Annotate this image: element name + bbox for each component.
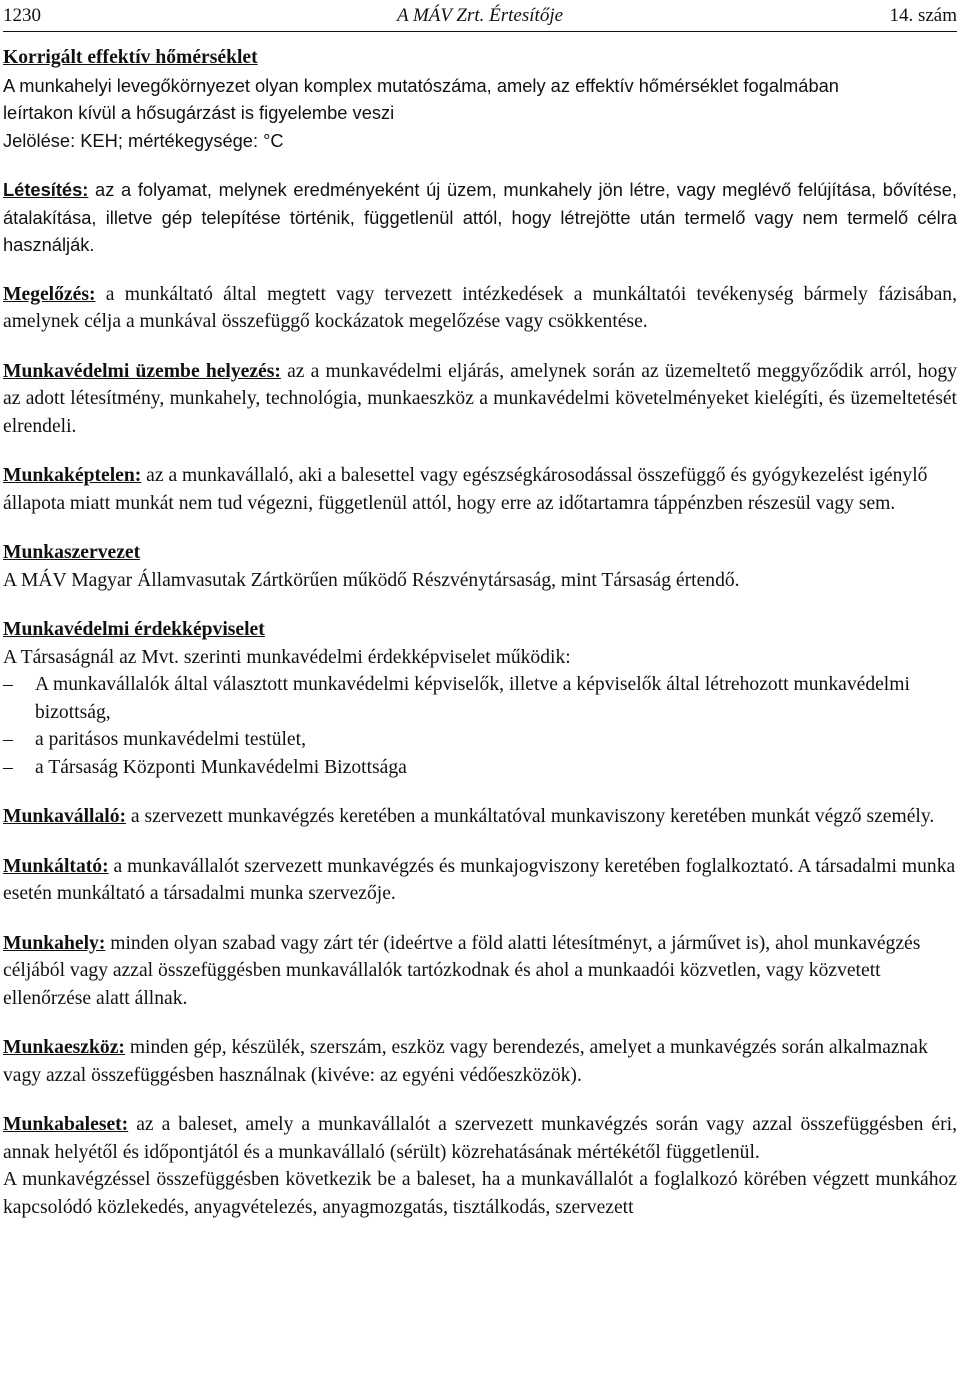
definition-paragraph bbox=[3, 853, 957, 908]
definition-text: a munkavállalót szervezett munkavégzés és munkajogviszony keretében foglalkoztató. A társadalmi munka esetén munkáltató a társadalmi munka szervezője. bbox=[3, 855, 956, 904]
definition-term: Munkaképtelen: bbox=[3, 465, 142, 486]
page-header bbox=[3, 4, 957, 30]
definition-text: A MÁV Magyar Államvasutak Zártkörűen működő Részvénytársaság, mint Társaság értendő. bbox=[3, 569, 740, 591]
definition-title: Munkaszervezet bbox=[3, 542, 141, 563]
definition-uzembe-helyezes bbox=[3, 358, 957, 441]
definition-text: az a baleset, amely a munkavállalót a szervezett munkavégzés során vagy azzal összefüggésben éri, annak helyétől és időpontjától és a munkavállaló (sérült) közrehatásának mértékétől függetlenül. bbox=[3, 1114, 957, 1163]
definition-paragraph bbox=[3, 1034, 957, 1089]
definition-text: A munkahelyi levegőkörnyezet olyan komplex mutatószáma, amely az effektív hőmérséklet fogalmában bbox=[3, 74, 839, 96]
definition-title: Munkavédelmi érdekképviselet bbox=[3, 619, 265, 640]
definition-term: Létesítés: bbox=[3, 179, 89, 200]
definition-intro: A Társaságnál az Mvt. szerinti munkavédelmi érdekképviselet működik: bbox=[3, 646, 571, 668]
definition-text: leírtakon kívül a hősugárzást is figyelembe veszi bbox=[3, 102, 395, 123]
definition-term: Munkavállaló: bbox=[3, 806, 127, 827]
definition-term: Megelőzés: bbox=[3, 283, 96, 305]
definition-erdekkepviselet bbox=[3, 616, 957, 781]
definition-paragraph bbox=[3, 803, 957, 831]
page-number: 1230 bbox=[3, 5, 41, 26]
list-item-text: A munkavállalók által választott munkavédelmi képviselők, illetve a képviselők által létrehozott munkavédelmi bizottság, bbox=[35, 674, 910, 723]
definition-munkavallalo bbox=[3, 803, 957, 831]
list-item bbox=[3, 671, 957, 726]
definition-title: Korrigált effektív hőmérséklet bbox=[3, 47, 258, 68]
representation-list bbox=[3, 671, 957, 781]
definition-paragraph bbox=[3, 281, 957, 336]
list-dash: – bbox=[3, 729, 13, 750]
definition-term: Munkaeszköz: bbox=[3, 1037, 125, 1058]
list-dash: – bbox=[3, 756, 13, 778]
definition-munkahely bbox=[3, 930, 957, 1013]
definition-paragraph bbox=[3, 462, 957, 517]
definition-paragraph bbox=[3, 176, 957, 259]
definition-term: Munkavédelmi üzembe helyezés: bbox=[3, 360, 281, 382]
list-dash: – bbox=[3, 674, 13, 695]
definition-paragraph bbox=[3, 930, 957, 1013]
definition-text: az a folyamat, melynek eredményeként új üzem, munkahely jön létre, vagy meglévő felújítása, bővítése, átalakítása, illetve gép telepítése történik, függetlenül attól, hogy létrejötte után termelő vagy nem termelő célra használják. bbox=[3, 179, 957, 255]
definition-term: Munkáltató: bbox=[3, 855, 109, 877]
definition-term: Munkabaleset: bbox=[3, 1114, 129, 1135]
document-page bbox=[3, 0, 957, 1379]
definition-munkaszervezet bbox=[3, 539, 957, 594]
definition-keh bbox=[3, 44, 957, 154]
definition-text: minden gép, készülék, szerszám, eszköz vagy berendezés, amelyet a munkavégzés során alkalmaznak vagy azzal összefüggésben használnak (kivéve: az egyéni védőeszközök). bbox=[3, 1037, 928, 1086]
document-body bbox=[3, 44, 957, 1221]
definition-text: az a munkavállaló, aki a balesettel vagy egészségkárosodással összefüggő és gyógykezelést igénylő állapota miatt munkát nem tud végezni, függetlenül attól, hogy erre az időtartamra táppénzben részesül vagy sem. bbox=[3, 465, 928, 514]
definition-munkabaleset bbox=[3, 1111, 957, 1221]
definition-munkakeptelen bbox=[3, 462, 957, 517]
definition-munkaeszkoz bbox=[3, 1034, 957, 1089]
publication-title: A MÁV Zrt. Értesítője bbox=[396, 5, 564, 26]
issue-number: 14. szám bbox=[889, 5, 957, 26]
header-divider bbox=[3, 31, 957, 32]
definition-munkaltato bbox=[3, 853, 957, 908]
list-item bbox=[3, 754, 957, 782]
list-item-text: a paritásos munkavédelmi testület, bbox=[35, 729, 306, 750]
definition-text: minden olyan szabad vagy zárt tér (ideértve a föld alatti létesítményt, a járművet is), ahol munkavégzés céljából vagy azzal összefüggésben munkavállalók tartózkodnak és ahol a munkaadói közvetlen, vagy közvetett ellenőrzése alatt állnak. bbox=[3, 932, 921, 1009]
definition-text: a szervezett munkavégzés keretében a munkáltatóval munkaviszony keretében munkát végző személy. bbox=[126, 806, 935, 827]
definition-unit: Jelölése: KEH; mértékegysége: °C bbox=[3, 129, 284, 151]
definition-letesites bbox=[3, 176, 957, 259]
list-item bbox=[3, 726, 957, 754]
definition-text: az a munkavédelmi eljárás, amelynek során az üzemeltető meggyőződik arról, hogy az adott létesítmény, munkahely, technológia, munkaeszköz a munkavédelmi követelményeket kielégíti, és üzemeltetését elrendeli. bbox=[3, 360, 958, 437]
definition-term: Munkahely: bbox=[3, 932, 106, 954]
definition-paragraph bbox=[3, 1111, 957, 1166]
definition-megelozes bbox=[3, 281, 957, 336]
definition-paragraph bbox=[3, 358, 957, 441]
list-item-text: a Társaság Központi Munkavédelmi Bizottsága bbox=[35, 756, 407, 778]
definition-continuation: A munkavégzéssel összefüggésben következik be a baleset, ha a munkavállalót a foglalkozó körében végzett munkához kapcsolódó közlekedés, anyagvételezés, anyagmozgatás, tisztálkodás, szervezett bbox=[3, 1169, 957, 1218]
definition-text: a munkáltató által megtett vagy tervezett intézkedések a munkáltatói tevékenység bármely fázisában, amelynek célja a munkával összefüggő kockázatok megelőzése vagy csökkentése. bbox=[3, 283, 957, 332]
